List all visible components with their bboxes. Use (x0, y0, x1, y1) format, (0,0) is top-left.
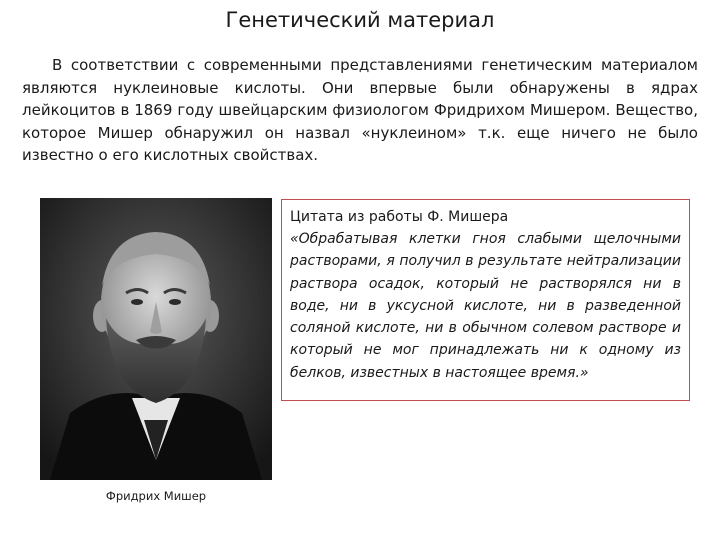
portrait-caption: Фридрих Мишер (105, 489, 207, 503)
quote-box (281, 199, 690, 401)
portrait-photo (40, 198, 272, 480)
page-title: Генетический материал (225, 8, 495, 32)
quote-text: «Обрабатывая клетки гноя слабыми щелочными растворами, я получил в результате нейтрализации раствора осадок, который не растворялся ни в воде, ни в уксусной кислоте, ни в разведенной соляной кислоте, ни в обычном солевом растворе и который не мог принадлежать ни к одному из белков, известных в настоящее время.» (290, 231, 681, 381)
intro-paragraph: В соответствии с современными представлениями генетическим материалом являются нуклеиновые кислоты. Они впервые были обнаружены в ядрах лейкоцитов в 1869 году швейцарским физиологом Фридрихом Мишером. Вещество, которое Мишер обнаружил он назвал «нуклеином» т.к. еще ничего не было известно о его кислотных свойствах. (22, 56, 698, 164)
quote-heading: Цитата из работы Ф. Мишера (290, 209, 509, 225)
